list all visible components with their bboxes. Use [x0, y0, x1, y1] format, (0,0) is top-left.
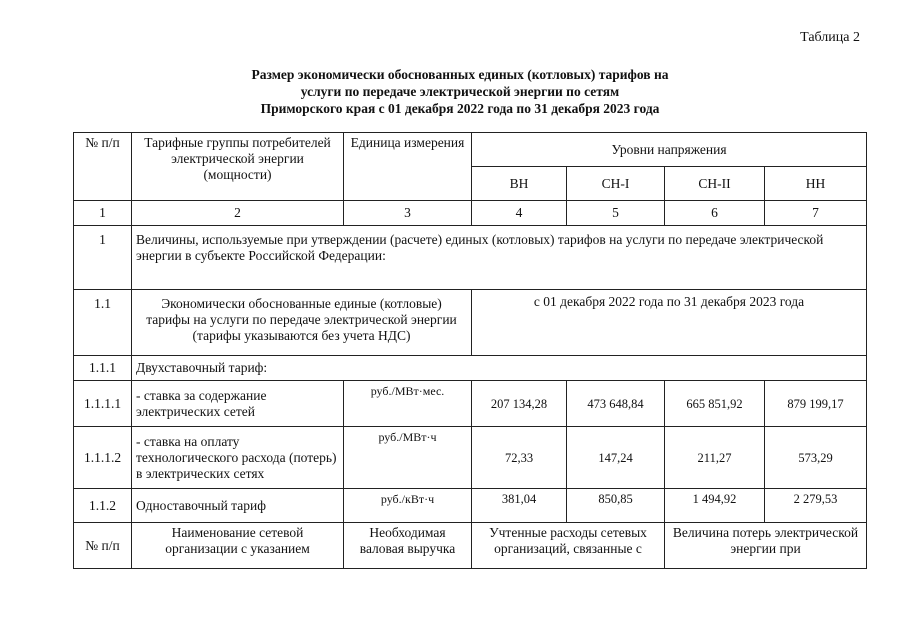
next-header-revenue: Необходимая валовая выручка [344, 523, 472, 569]
title-line: услуги по передаче электрической энергии по сетям [300, 84, 620, 99]
row-text: - ставка за содержание электрических сетей [132, 381, 344, 427]
row-text: Величины, используемые при утверждении (расчете) единых (котловых) тарифов на услуги по передаче электрической энергии в субъекте Российской Федерации: [132, 226, 867, 290]
col-number: 6 [665, 201, 765, 226]
header-sn1: СН-I [567, 167, 665, 201]
next-header-name: Наименование сетевой организации с указанием [132, 523, 344, 569]
value-sn2: 211,27 [665, 427, 765, 489]
value-nn: 573,29 [765, 427, 867, 489]
value-sn2: 1 494,92 [665, 489, 765, 523]
header-nn: НН [765, 167, 867, 201]
col-number: 7 [765, 201, 867, 226]
value-vn: 207 134,28 [472, 381, 567, 427]
tariff-period: с 01 декабря 2022 года по 31 декабря 2023 года [472, 290, 867, 356]
header-vn: ВН [472, 167, 567, 201]
row-num: 1.1.2 [74, 489, 132, 523]
col-number: 4 [472, 201, 567, 226]
value-sn1: 473 648,84 [567, 381, 665, 427]
table-number: Таблица 2 [800, 30, 860, 45]
header-num: № п/п [74, 133, 132, 201]
col-number: 3 [344, 201, 472, 226]
value-sn2: 665 851,92 [665, 381, 765, 427]
col-number: 5 [567, 201, 665, 226]
row-text: Двухставочный тариф: [132, 356, 867, 381]
next-header-costs: Учтенные расходы сетевых организаций, связанные с [472, 523, 665, 569]
header-groups: Тарифные группы потребителей электрической энергии (мощности) [132, 133, 344, 201]
col-number: 1 [74, 201, 132, 226]
row-unit: руб./МВт·ч [344, 427, 472, 489]
next-header-num: № п/п [74, 523, 132, 569]
row-num: 1.1.1 [74, 356, 132, 381]
header-voltage-levels: Уровни напряжения [472, 133, 867, 167]
row-text: Экономически обоснованные единые (котловые) тарифы на услуги по передаче электрической энергии (тарифы указываются без учета НДС) [132, 290, 472, 356]
value-nn: 879 199,17 [765, 381, 867, 427]
header-unit: Единица измерения [344, 133, 472, 201]
row-text: - ставка на оплату технологического расхода (потерь) в электрических сетях [132, 427, 344, 489]
document-title [180, 66, 740, 117]
value-sn1: 850,85 [567, 489, 665, 523]
row-num: 1.1 [74, 290, 132, 356]
value-vn: 381,04 [472, 489, 567, 523]
value-sn1: 147,24 [567, 427, 665, 489]
col-number: 2 [132, 201, 344, 226]
value-nn: 2 279,53 [765, 489, 867, 523]
row-num: 1 [74, 226, 132, 290]
row-unit: руб./МВт·мес. [344, 381, 472, 427]
value-vn: 72,33 [472, 427, 567, 489]
title-line: Приморского края с 01 декабря 2022 года по 31 декабря 2023 года [260, 101, 660, 116]
row-num: 1.1.1.1 [74, 381, 132, 427]
header-sn2: СН-II [665, 167, 765, 201]
title-line: Размер экономически обоснованных единых (котловых) тарифов на [251, 67, 669, 82]
row-text: Одноставочный тариф [132, 489, 344, 523]
tariff-table [73, 132, 867, 569]
row-unit: руб./кВт·ч [344, 489, 472, 523]
row-num: 1.1.1.2 [74, 427, 132, 489]
next-header-losses: Величина потерь электрической энергии при [665, 523, 867, 569]
